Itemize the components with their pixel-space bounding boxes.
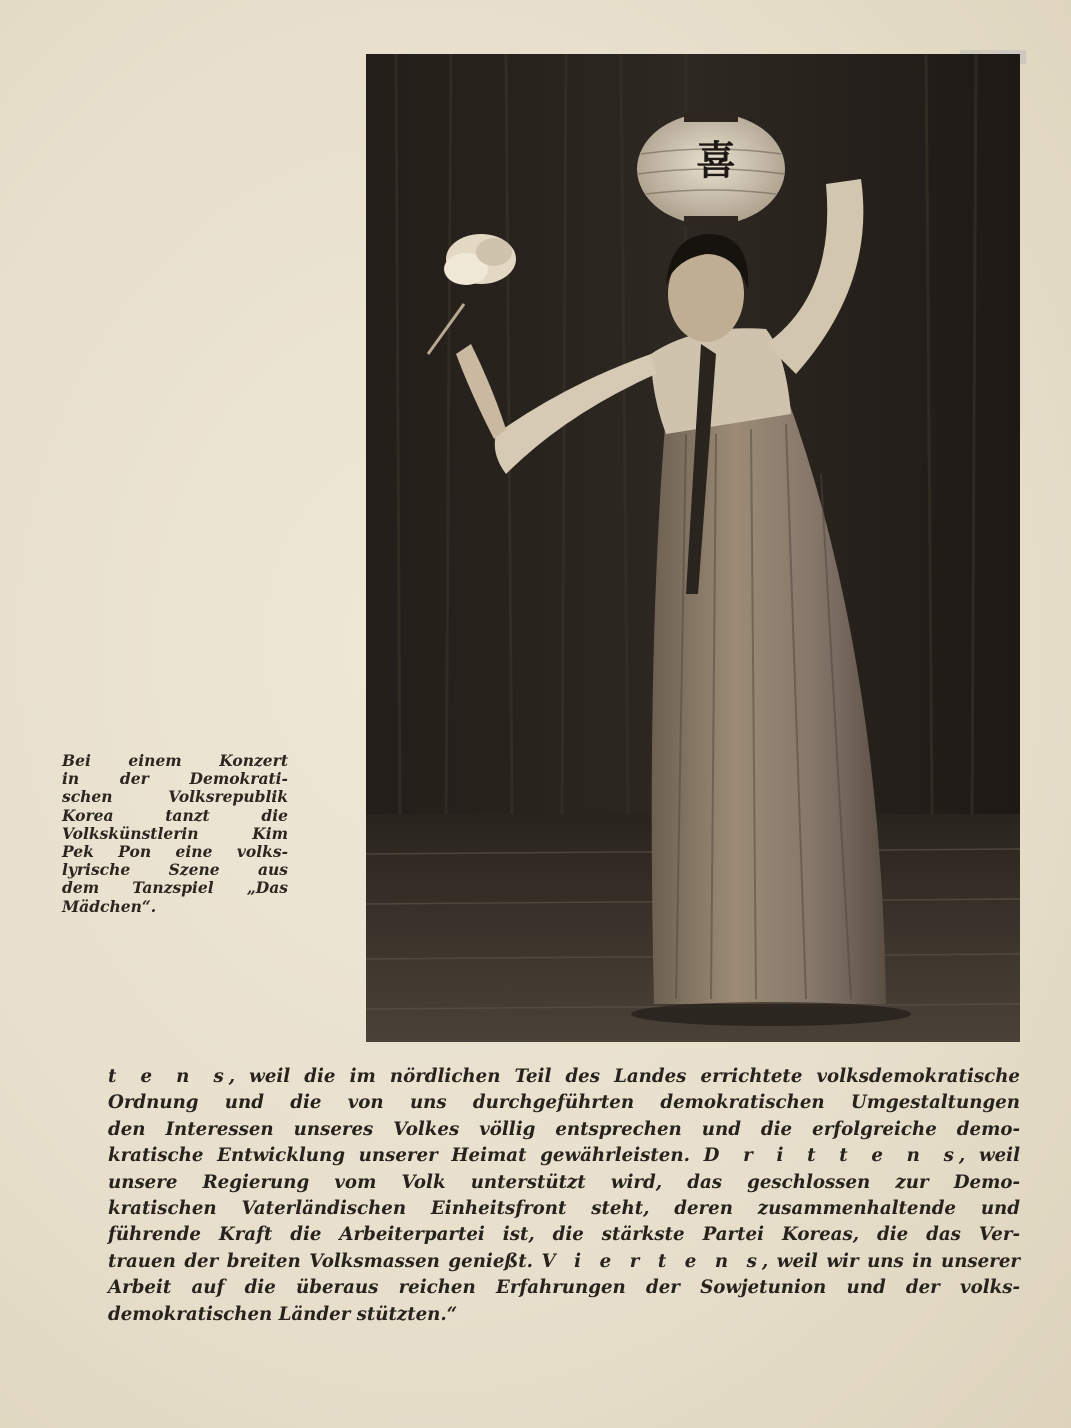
caption-line: lyrische Szene aus — [62, 860, 288, 880]
body-line-3: den Interessen unseres Volkes völlig entsprechen und die erfolgreiche demo- — [108, 1118, 1020, 1140]
body-line-text: , weil wir uns in unserer — [761, 1250, 1020, 1272]
body-line-4 — [108, 1143, 1020, 1169]
body-line-8 — [108, 1249, 1020, 1275]
dancer-illustration — [366, 54, 1020, 1042]
caption-line: schen Volksrepublik — [62, 787, 288, 807]
body-line-9: Arbeit auf die überaus reichen Erfahrungen der Sowjetunion und der volks- — [108, 1277, 1020, 1299]
caption-line: Korea tanzt die — [62, 805, 288, 825]
body-line-5: unsere Regierung vom Volk unterstützt wird, das geschlossen zur Demo- — [108, 1171, 1020, 1193]
body-line-1 — [108, 1064, 1020, 1090]
emphasis-word: V i e r t e n s — [541, 1250, 762, 1272]
body-line-text: trauen der breiten Volksmassen genießt. — [108, 1250, 533, 1272]
body-line-text: kratische Entwicklung unserer Heimat gewährleisten. — [108, 1145, 690, 1167]
caption-line: Mädchen“. — [62, 896, 157, 916]
caption-line: dem Tanzspiel „Das — [62, 878, 288, 898]
dancer-photograph — [366, 54, 1020, 1042]
lantern-glyph: 喜 — [696, 138, 736, 184]
body-paragraph — [108, 1064, 1020, 1328]
caption-line: Volkskünstlerin Kim — [62, 823, 288, 843]
body-line-10: demokratischen Länder stützten.“ — [108, 1303, 458, 1325]
emphasis-word: D r i t t e n s — [703, 1145, 959, 1167]
body-line-text: , weil die im nördlichen Teil des Landes errichtete volksdemokratische — [228, 1066, 1020, 1087]
caption-line: Bei einem Konzert — [62, 751, 288, 770]
body-line-6: kratischen Vaterländischen Einheitsfront steht, deren zusammenhaltende und — [108, 1198, 1020, 1220]
lantern — [637, 112, 785, 226]
caption-line: in der Demokrati- — [62, 769, 288, 789]
floor-shadow — [631, 1002, 911, 1026]
caption-line: Pek Pon eine volks- — [62, 842, 288, 862]
body-line-7: führende Kraft die Arbeiterpartei ist, die stärkste Partei Koreas, die das Ver- — [108, 1224, 1020, 1246]
emphasis-word: t e n s — [108, 1066, 229, 1087]
photo-caption — [62, 752, 288, 916]
body-line-2: Ordnung und die von uns durchgeführten demokratischen Umgestaltungen — [108, 1092, 1020, 1114]
body-line-text: , weil — [958, 1145, 1020, 1167]
